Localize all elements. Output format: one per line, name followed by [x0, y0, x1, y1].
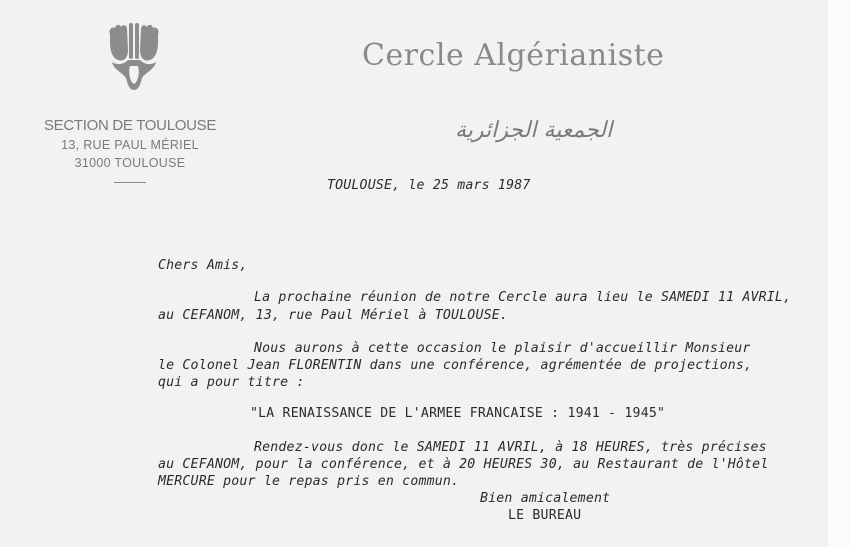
organization-name: Cercle Algérianiste [362, 38, 665, 73]
arabic-subtitle: الجمعية الجزائرية [455, 118, 613, 143]
hamsa-hand-icon [104, 20, 164, 92]
paragraph-3-line-3: MERCURE pour le repas pris en commun. [158, 474, 460, 489]
signature: LE BUREAU [508, 508, 582, 523]
section-address-block [40, 116, 220, 183]
lecture-title: "LA RENAISSANCE DE L'ARMEE FRANCAISE : 1941 - 1945" [250, 406, 666, 421]
paragraph-3-line-1: Rendez-vous donc le SAMEDI 11 AVRIL, à 18 HEURES, très précises [254, 440, 767, 455]
paragraph-2-line-1: Nous aurons à cette occasion le plaisir d'accueillir Monsieur [254, 341, 751, 356]
address-line-1: 13, RUE PAUL MÉRIEL [61, 138, 199, 152]
salutation: Chers Amis, [158, 258, 248, 273]
closing: Bien amicalement [480, 491, 611, 506]
paragraph-1-line-1: La prochaine réunion de notre Cercle aura lieu le SAMEDI 11 AVRIL, [254, 290, 792, 305]
paragraph-1-line-2: au CEFANOM, 13, rue Paul Mériel à TOULOUSE. [158, 308, 509, 323]
paragraph-2-line-3: qui a pour titre : [158, 375, 305, 390]
page-edge [828, 0, 850, 547]
address-line-2: 31000 TOULOUSE [74, 156, 186, 170]
divider [114, 182, 146, 183]
paragraph-3-line-2: au CEFANOM, pour la conférence, et à 20 HEURES 30, au Restaurant de l'Hôtel [158, 457, 769, 472]
date-line: TOULOUSE, le 25 mars 1987 [327, 178, 531, 193]
section-title: SECTION DE TOULOUSE [43, 117, 217, 134]
paragraph-2-line-2: le Colonel Jean FLORENTIN dans une conférence, agrémentée de projections, [158, 358, 753, 373]
